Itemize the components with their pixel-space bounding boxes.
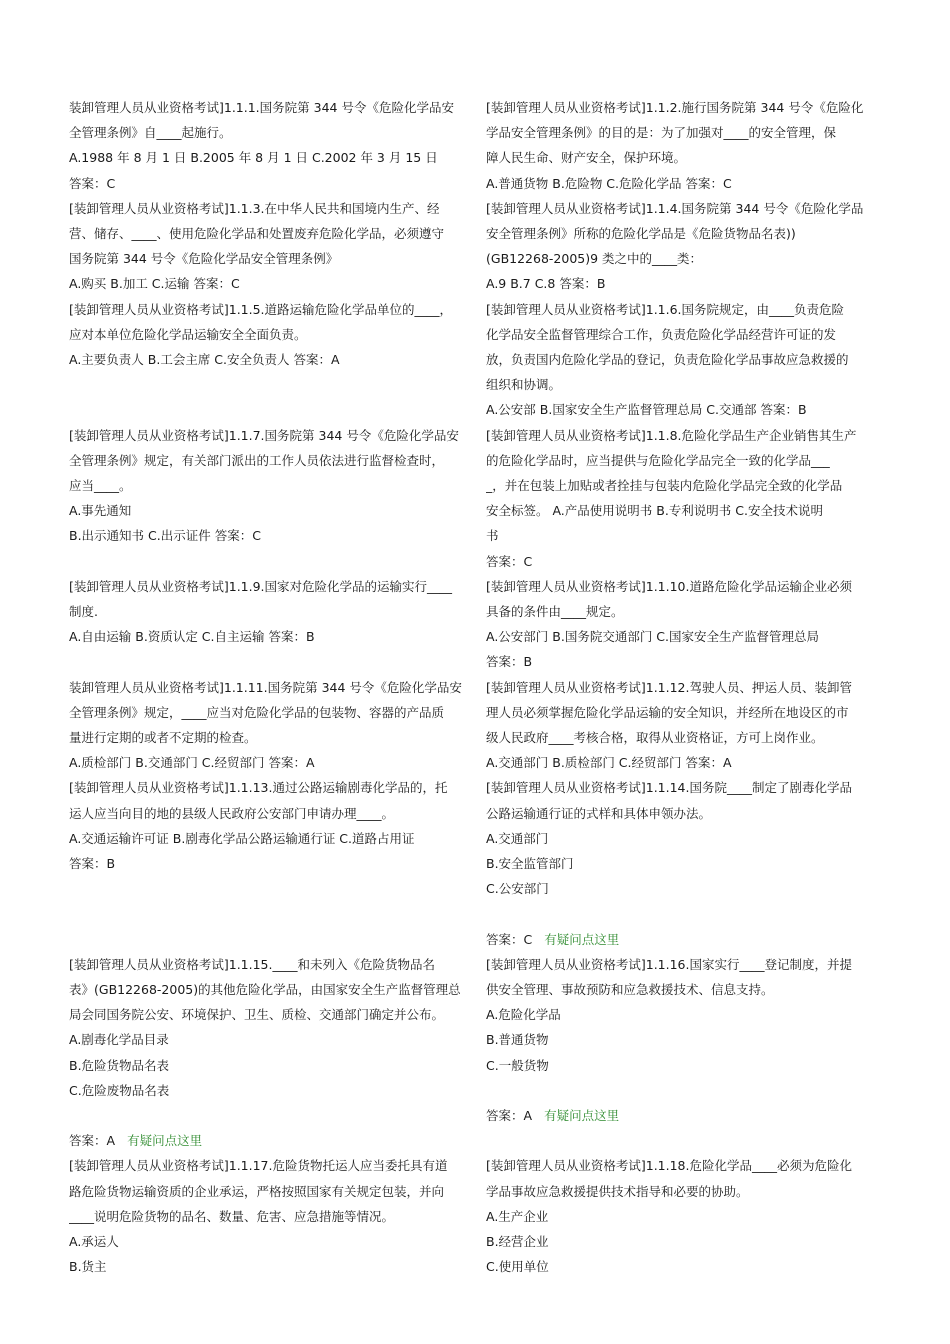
question-line: 全管理条例》规定，有关部门派出的工作人员依法进行监督检查时， <box>69 452 445 468</box>
question-row <box>69 95 883 196</box>
question-line: A.交通运输许可证 B.剧毒化学品公路运输通行证 C.道路占用证 <box>69 830 415 846</box>
question-line: [装卸管理人员从业资格考试]1.1.4.国务院第 344 号令《危险化学品 <box>486 200 864 216</box>
question-left <box>69 775 481 876</box>
question-left <box>69 423 481 549</box>
spacer-line <box>486 1078 884 1103</box>
question-line: 答案：B <box>69 855 116 871</box>
question-line: 国务院第 344 号令《危险化学品安全管理条例》 <box>69 251 339 267</box>
question-line: C.危险废物品名表 <box>69 1082 170 1098</box>
question-line: 答案：C <box>69 175 116 191</box>
document-page <box>69 95 883 1279</box>
question-line: C.一般货物 <box>486 1057 549 1073</box>
question-line: B.出示通知书 C.出示证件 答案：C <box>69 528 261 544</box>
question-line: 公路运输通行证的式样和具体申领办法。 <box>486 805 712 821</box>
question-line: A.公安部门 B.国务院交通部门 C.国家安全生产监督管理总局 <box>486 629 820 645</box>
question-row <box>69 775 883 951</box>
question-right <box>486 675 884 776</box>
question-line: 应当____。 <box>69 477 132 493</box>
question-line: [装卸管理人员从业资格考试]1.1.5.道路运输危险化学品单位的____， <box>69 301 453 317</box>
question-line: [装卸管理人员从业资格考试]1.1.13.通过公路运输剧毒化学品的，托 <box>69 780 448 796</box>
question-line: 装卸管理人员从业资格考试]1.1.11.国务院第 344 号令《危险化学品安 <box>69 679 462 695</box>
question-line: B.普通货物 <box>486 1032 549 1048</box>
question-line: 营、储存、____、使用危险化学品和处置废弃危险化学品，必须遵守 <box>69 225 445 241</box>
question-line: 具备的条件由____规定。 <box>486 603 624 619</box>
question-right <box>486 423 884 574</box>
question-left <box>69 1153 481 1279</box>
question-row <box>69 574 883 675</box>
question-row <box>69 675 883 776</box>
question-line: 答案：A 有疑问点这里 <box>486 1107 620 1123</box>
question-line: B.安全监管部门 <box>486 855 574 871</box>
question-line: C.公安部门 <box>486 881 549 897</box>
question-line: (GB12268-2005)9 类之中的____类： <box>486 251 703 267</box>
question-line: A.交通部门 <box>486 830 549 846</box>
question-line: 安全管理条例》所称的危险化学品是《危险货物品名表)) <box>486 225 796 241</box>
question-line: [装卸管理人员从业资格考试]1.1.10.道路危险化学品运输企业必须 <box>486 578 852 594</box>
question-line: 局会同国务院公安、环境保护、卫生、质检、交通部门确定并公布。 <box>69 1007 445 1023</box>
question-line: A.承运人 <box>69 1233 119 1249</box>
question-line: A.9 B.7 C.8 答案：B <box>486 276 606 292</box>
question-line: A.自由运输 B.资质认定 C.自主运输 答案：B <box>69 629 315 645</box>
question-line: [装卸管理人员从业资格考试]1.1.17.危险货物托运人应当委托具有道 <box>69 1158 448 1174</box>
question-line: 障人民生命、财产安全，保护环境。 <box>486 150 687 166</box>
question-line: 量进行定期的或者不定期的检查。 <box>69 729 257 745</box>
question-left <box>69 952 481 1154</box>
question-line: 理人员必须掌握危险化学品运输的安全知识，并经所在地设区的市 <box>486 704 849 720</box>
question-line: [装卸管理人员从业资格考试]1.1.18.危险化学品____必须为危险化 <box>486 1158 852 1174</box>
question-line: 全管理条例》自____起施行。 <box>69 125 232 141</box>
question-line: _，并在包装上加贴或者拴挂与包装内危险化学品完全致的化学品 <box>486 477 843 493</box>
question-line: 装卸管理人员从业资格考试]1.1.1.国务院第 344 号令《危险化学品安 <box>69 100 454 115</box>
question-line: 的危险化学品时，应当提供与危险化学品完全一致的化学品___ <box>486 452 830 468</box>
question-line: [装卸管理人员从业资格考试]1.1.3.在中华人民共和国境内生产、经 <box>69 200 440 216</box>
question-row <box>69 1153 883 1279</box>
question-line: 安全标签。 A.产品使用说明书 B.专利说明书 C.安全技术说明 <box>486 503 823 519</box>
question-right <box>486 775 884 951</box>
question-line: A.1988 年 8 月 1 日 B.2005 年 8 月 1 日 C.2002 年 3 月 15 日 <box>69 150 438 166</box>
question-line: [装卸管理人员从业资格考试]1.1.16.国家实行____登记制度，并提 <box>486 956 852 972</box>
question-left <box>69 675 481 776</box>
help-link[interactable]: 有疑问点这里 <box>544 1107 620 1123</box>
question-right <box>486 574 884 675</box>
question-row <box>69 952 883 1154</box>
question-line: 组织和协调。 <box>486 377 562 393</box>
question-line: [装卸管理人员从业资格考试]1.1.14.国务院____制定了剧毒化学品 <box>486 780 852 796</box>
question-line: 路危险货物运输资质的企业承运，严格按照国家有关规定包装，并向 <box>69 1183 445 1199</box>
question-line: 答案：A 有疑问点这里 <box>69 1133 203 1149</box>
question-line: 化学品安全监督管理综合工作，负责危险化学品经营许可证的发 <box>486 326 837 342</box>
question-line: 书 <box>486 528 499 544</box>
question-line: A.交通部门 B.质检部门 C.经贸部门 答案：A <box>486 755 732 771</box>
question-line: 运人应当向目的地的县级人民政府公安部门申请办理____。 <box>69 805 395 821</box>
question-line: 学品事故应急救援提供技术指导和必要的协助。 <box>486 1183 749 1199</box>
spacer-line <box>486 901 884 926</box>
question-line: [装卸管理人员从业资格考试]1.1.15.____和未列入《危险货物品名 <box>69 956 435 972</box>
question-line: A.主要负责人 B.工会主席 C.安全负责人 答案：A <box>69 351 340 367</box>
question-line: A.公安部 B.国家安全生产监督管理总局 C.交通部 答案：B <box>486 402 807 418</box>
question-right <box>486 95 884 196</box>
question-line: B.危险货物品名表 <box>69 1057 170 1073</box>
help-link[interactable]: 有疑问点这里 <box>544 931 620 947</box>
question-line: A.事先通知 <box>69 503 132 519</box>
question-row <box>69 297 883 423</box>
question-line: [装卸管理人员从业资格考试]1.1.9.国家对危险化学品的运输实行____ <box>69 578 453 594</box>
question-line: 级人民政府____考核合格，取得从业资格证，方可上岗作业。 <box>486 729 824 745</box>
question-line: ____说明危险货物的品名、数量、危害、应急措施等情况。 <box>69 1208 395 1224</box>
question-row <box>69 196 883 297</box>
question-row <box>69 423 883 574</box>
question-line: A.剧毒化学品目录 <box>69 1032 169 1048</box>
question-line: [装卸管理人员从业资格考试]1.1.2.施行国务院第 344 号令《危险化 <box>486 100 864 115</box>
question-line: 答案：B <box>486 654 533 670</box>
question-line: 学品安全管理条例》的目的是：为了加强对____的安全管理，保 <box>486 125 837 141</box>
question-left <box>69 297 481 373</box>
question-line: [装卸管理人员从业资格考试]1.1.6.国务院规定，由____负责危险 <box>486 301 845 317</box>
question-line: 表》(GB12268-2005)的其他危险化学品，由国家安全生产监督管理总 <box>69 981 461 997</box>
question-line: A.质检部门 B.交通部门 C.经贸部门 答案：A <box>69 755 315 771</box>
question-right <box>486 952 884 1128</box>
question-line: [装卸管理人员从业资格考试]1.1.12.驾驶人员、押运人员、装卸管 <box>486 679 852 695</box>
question-line: 应对本单位危险化学品运输安全全面负责。 <box>69 326 307 342</box>
question-line: A.购买 B.加工 C.运输 答案：C <box>69 276 240 292</box>
help-link[interactable]: 有疑问点这里 <box>127 1133 203 1149</box>
question-line: A.普通货物 B.危险物 C.危险化学品 答案：C <box>486 175 732 191</box>
question-line: 答案：C 有疑问点这里 <box>486 931 620 947</box>
question-line: [装卸管理人员从业资格考试]1.1.7.国务院第 344 号令《危险化学品安 <box>69 427 459 443</box>
spacer-line <box>69 1103 481 1128</box>
question-left <box>69 574 481 650</box>
question-line: B.货主 <box>69 1259 107 1275</box>
question-line: 放，负责国内危险化学品的登记，负责危险化学品事故应急救援的 <box>486 351 849 367</box>
question-line: B.经营企业 <box>486 1233 549 1249</box>
question-right <box>486 297 884 423</box>
question-line: C.使用单位 <box>486 1259 549 1275</box>
question-line: 答案：C <box>486 553 533 569</box>
question-right <box>486 196 884 297</box>
question-line: A.生产企业 <box>486 1208 549 1224</box>
question-line: [装卸管理人员从业资格考试]1.1.8.危险化学品生产企业销售其生产 <box>486 427 857 443</box>
question-line: 全管理条例》规定，____应当对危险化学品的包装物、容器的产品质 <box>69 704 445 720</box>
question-right <box>486 1153 884 1279</box>
question-line: A.危险化学品 <box>486 1007 561 1023</box>
question-left <box>69 95 481 196</box>
question-line: 制度. <box>69 603 98 619</box>
question-left <box>69 196 481 297</box>
question-line: 供安全管理、事故预防和应急救援技术、信息支持。 <box>486 981 774 997</box>
